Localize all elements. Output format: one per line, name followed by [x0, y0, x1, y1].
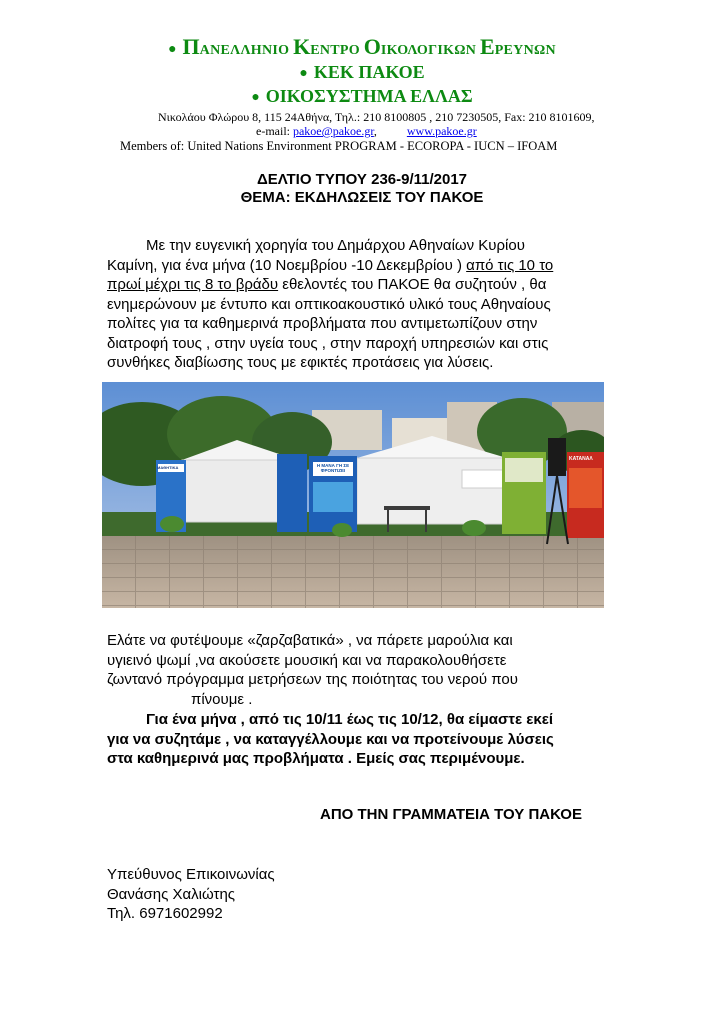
intro-line: [107, 275, 553, 295]
signature: ΑΠΟ ΤΗΝ ΓΡΑΜΜΑΤΕΙΑ ΤΟΥ ΠΑΚΟΕ: [320, 806, 582, 823]
event-photo: [102, 382, 604, 608]
intro-line: συνθήκες διαβίωσης τους με εφικτές προτάσεις για λύσεις.: [107, 354, 494, 371]
kek-line: [0, 62, 724, 83]
contact-phone: Τηλ. 6971602992: [107, 905, 223, 922]
invitation-line: Ελάτε να φυτέψουμε «ζαρζαβατικά» , να πάρετε μαρούλια και: [107, 632, 513, 649]
hours-underlined: πρωί μέχρι τις 8 το βράδυ: [107, 276, 279, 293]
org-name-initial: Ε: [480, 34, 495, 59]
invitation-paragraph: [107, 631, 518, 709]
email-link[interactable]: pakoe@pakoe.gr: [292, 124, 374, 138]
ecosystem-name: ΟΙΚΟΣΥΣΤΗΜΑ ΕΛΛΑΣ: [265, 86, 473, 106]
contact-name: Θανάσης Χαλιώτης: [107, 885, 236, 903]
intro-text: Καμίνη, για ένα μήνα (10 Νοεμβρίου -10 Δεκεμβρίου ): [107, 256, 467, 274]
address-line: Νικολάου Φλώρου 8, 115 24Αθήνα, Τηλ.: 210 8100805 , 210 7230505, Fax: 210 8101609,: [158, 110, 595, 124]
banner-text-1: ΜΑΘΗΤΙΚΑ: [157, 465, 179, 470]
intro-line: ενημερώνουν με έντυπο και οπτικοακουστικό υλικό τους Αθηναίους: [107, 295, 551, 313]
org-name-word: ΙΚΟΛΟΓΙΚΩΝ: [380, 43, 480, 58]
contact-block: [107, 865, 275, 924]
org-name-word: ΑΝΕΛΛΗΝΙΟ: [199, 43, 294, 58]
email-label: e-mail:: [256, 124, 290, 138]
bullet-icon: ●: [168, 42, 177, 58]
bullet-icon: ●: [299, 65, 308, 81]
closing-paragraph: [107, 710, 554, 769]
intro-line: διατροφή τους , στην υγεία τους , στην παροχή υπηρεσιών και στις: [107, 334, 549, 352]
org-name-word: ΡΕΥΝΩΝ: [494, 43, 556, 58]
event-photo-illustration: [102, 382, 604, 608]
intro-paragraph: [107, 236, 553, 373]
invitation-line: ζωντανό πρόγραμμα μετρήσεων της ποιότητας του νερού που: [107, 671, 518, 688]
intro-line: πολίτες για τα καθημερινά προβλήματα που αντιμετωπίζουν στην: [107, 315, 538, 332]
intro-line: [107, 256, 553, 276]
invitation-line: υγιεινό ψωμί ,να ακούσετε μουσική και να παρακολουθήσετε: [107, 651, 507, 669]
website-link[interactable]: www.pakoe.gr: [406, 124, 477, 138]
email-separator: ,: [373, 124, 377, 138]
closing-line: στα καθημερινά μας προβλήματα . Εμείς σας περιμένουμε.: [107, 750, 525, 767]
contact-role: Υπεύθυνος Επικοινωνίας: [107, 866, 275, 883]
closing-line: Για ένα μήνα , από τις 10/11 έως τις 10/12, θα είμαστε εκεί: [146, 711, 554, 728]
press-release-number: ΔΕΛΤΙΟ ΤΥΠΟΥ 236-9/11/2017: [256, 171, 468, 188]
invitation-line: πίνουμε .: [191, 690, 253, 708]
email-web-line: [256, 124, 477, 139]
hours-underlined: από τις 10 το: [466, 256, 554, 274]
org-name-initial: Ο: [363, 34, 381, 59]
org-name-line: [0, 34, 724, 60]
org-name-initial: Κ: [293, 34, 311, 59]
intro-text: εθελοντές του ΠΑΚΟΕ θα συζητούν , θα: [278, 276, 547, 293]
closing-line: για να συζητάμε , να καταγγέλλουμε και να προτείνουμε λύσεις: [107, 730, 554, 748]
press-release-subject: ΘΕΜΑ: ΕΚΔΗΛΩΣΕΙΣ ΤΟΥ ΠΑΚΟΕ: [240, 189, 484, 206]
ecosystem-line: [0, 86, 724, 107]
org-name-word: ΕΝΤΡΟ: [310, 43, 364, 58]
members-line: Members of: United Nations Environment PROGRAM - ECOROPA - IUCN – IFOAM: [120, 139, 558, 153]
org-name-initial: Π: [182, 34, 200, 59]
banner-text-3: ΚΑΤΑΝΑΛ: [569, 456, 593, 462]
intro-line: Με την ευγενική χορηγία του Δημάρχου Αθηναίων Κυρίου: [146, 237, 525, 254]
banner-text-2: Η ΜΑΝΑ ΓΗ ΣΕ ΦΡΟΝΤΙΖΕΙ: [316, 463, 350, 473]
bullet-icon: ●: [251, 89, 260, 105]
kek-name: ΚΕΚ ΠΑΚΟΕ: [313, 62, 425, 82]
